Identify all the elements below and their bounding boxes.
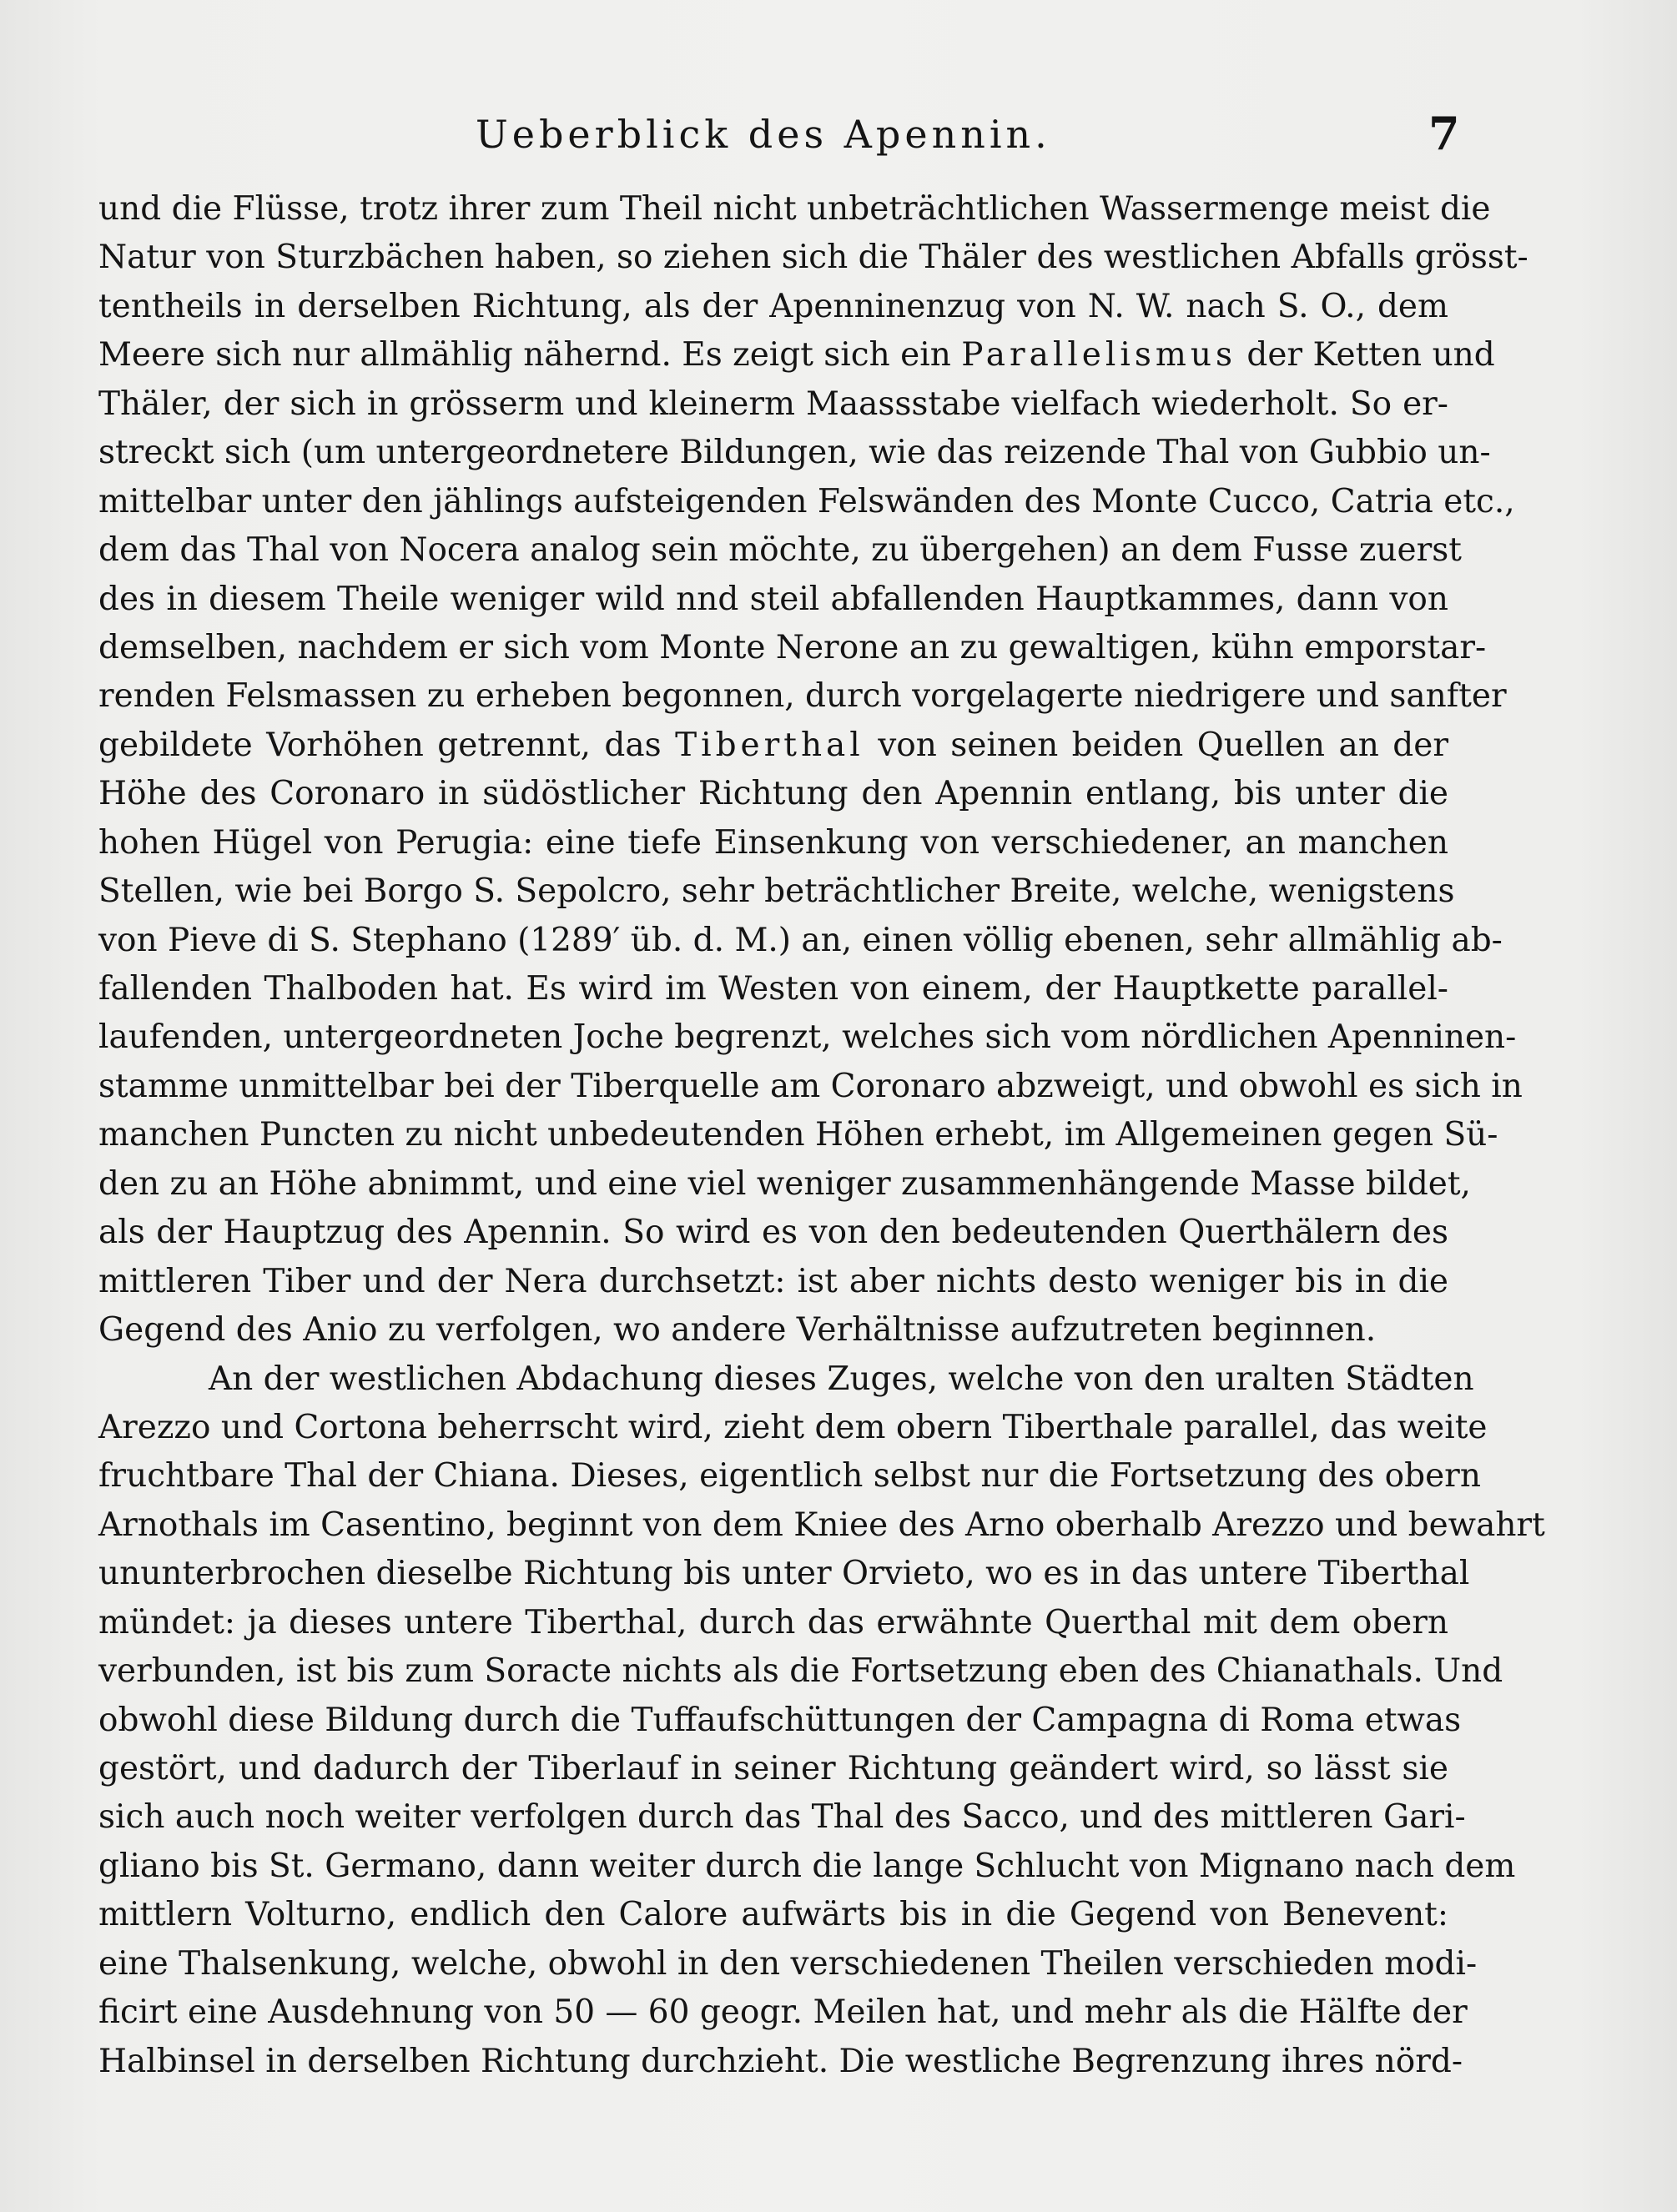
- text-line: gestört, und dadurch der Tiberlauf in seiner Richtung geändert wird, so lässt sie: [98, 1750, 1448, 1787]
- text-line: demselben, nachdem er sich vom Monte Nerone an zu gewaltigen, kühn emporstar-: [98, 628, 1487, 666]
- emphasized-term: Tiberthal: [675, 726, 864, 764]
- text-line: und die Flüsse, trotz ihrer zum Theil nicht unbeträchtlichen Wassermenge meist die: [98, 190, 1491, 228]
- text-line: [98, 721, 1448, 770]
- text-line: An der westlichen Abdachung dieses Zuges, welche von den uralten Städten: [209, 1360, 1474, 1398]
- text-segment: gebildete Vorhöhen getrennt, das: [98, 726, 662, 764]
- text-line: obwohl diese Bildung durch die Tuffaufschüttungen der Campagna di Roma etwas: [98, 1701, 1462, 1739]
- text-line: als der Hauptzug des Apennin. So wird es von den bedeutenden Querthälern des: [98, 1214, 1448, 1252]
- text-line: fallenden Thalboden hat. Es wird im Westen von einem, der Hauptkette parallel-: [98, 970, 1448, 1008]
- text-line: eine Thalsenkung, welche, obwohl in den verschiedenen Theilen verschieden modi-: [98, 1944, 1478, 1983]
- text-line: Arnothals im Casentino, beginnt von dem Kniee des Arno oberhalb Arezzo und bewahrt: [98, 1506, 1545, 1544]
- text-line: von Pieve di S. Stephano (1289′ üb. d. M.) an, einen völlig ebenen, sehr allmählig ab-: [98, 921, 1503, 959]
- text-line: des in diesem Theile weniger wild nnd steil abfallenden Hauptkammes, dann von: [98, 580, 1448, 618]
- text-line: mittlern Volturno, endlich den Calore aufwärts bis in die Gegend von Benevent:: [98, 1896, 1448, 1934]
- text-line: hohen Hügel von Perugia: eine tiefe Einsenkung von verschiedener, an manchen: [98, 823, 1448, 862]
- body-text: [98, 185, 1545, 2086]
- text-line: Stellen, wie bei Borgo S. Sepolcro, sehr beträchtlicher Breite, welche, wenigstens: [98, 872, 1455, 911]
- text-line: Natur von Sturzbächen haben, so ziehen sich die Thäler des westlichen Abfalls grösst-: [98, 239, 1528, 277]
- text-line: mittelbar unter den jählings aufsteigenden Felswänden des Monte Cucco, Catria etc.,: [98, 482, 1515, 520]
- text-line: mittleren Tiber und der Nera durchsetzt: ist aber nichts desto weniger bis in die: [98, 1262, 1448, 1300]
- text-line: dem das Thal von Nocera analog sein möchte, zu übergehen) an dem Fusse zuerst: [98, 531, 1462, 570]
- text-line: Gegend des Anio zu verfolgen, wo andere Verhältnisse aufzutreten beginnen.: [98, 1311, 1377, 1350]
- text-segment: Meere sich nur allmählig nähernd. Es zeigt sich ein: [98, 336, 951, 375]
- running-title: Ueberblick des Apennin.: [476, 112, 1051, 157]
- text-line: Thäler, der sich in grösserm und kleinerm Maassstabe vielfach wiederholt. So er-: [98, 385, 1448, 423]
- text-line: gliano bis St. Germano, dann weiter durch die lange Schlucht von Mignano nach dem: [98, 1847, 1516, 1885]
- text-line: ficirt eine Ausdehnung von 50 — 60 geogr. Meilen hat, und mehr als die Hälfte der: [98, 1993, 1468, 2032]
- running-head: [0, 107, 1677, 167]
- text-line: fruchtbare Thal der Chiana. Dieses, eigentlich selbst nur die Fortsetzung des obern: [98, 1457, 1481, 1496]
- text-line: tentheils in derselben Richtung, als der Apenninenzug von N. W. nach S. O., dem: [98, 287, 1448, 325]
- text-line: laufenden, untergeordneten Joche begrenzt, welches sich vom nördlichen Apenninen-: [98, 1018, 1517, 1057]
- emphasized-term: Parallelismus: [961, 336, 1236, 375]
- text-line: stamme unmittelbar bei der Tiberquelle am Coronaro abzweigt, und obwohl es sich in: [98, 1067, 1523, 1105]
- text-line: Arezzo und Cortona beherrscht wird, zieht dem obern Tiberthale parallel, das weite: [98, 1408, 1488, 1446]
- text-line: renden Felsmassen zu erheben begonnen, durch vorgelagerte niedrigere und sanfter: [98, 677, 1507, 716]
- text-line: manchen Puncten zu nicht unbedeutenden Höhen erhebt, im Allgemeinen gegen Sü-: [98, 1116, 1498, 1154]
- text-line: streckt sich (um untergeordnetere Bildungen, wie das reizende Thal von Gubbio un-: [98, 434, 1491, 472]
- text-line: verbunden, ist bis zum Soracte nichts als die Fortsetzung eben des Chianathals. Und: [98, 1652, 1503, 1691]
- text-line: den zu an Höhe abnimmt, und eine viel weniger zusammenhängende Masse bildet,: [98, 1164, 1471, 1203]
- text-line: ununterbrochen dieselbe Richtung bis unter Orvieto, wo es in das untere Tiberthal: [98, 1555, 1470, 1593]
- text-line: mündet: ja dieses untere Tiberthal, durch das erwähnte Querthal mit dem obern: [98, 1603, 1448, 1641]
- text-line: Höhe des Coronaro in südöstlicher Richtung den Apennin entlang, bis unter die: [98, 775, 1448, 813]
- text-segment: der Ketten und: [1246, 336, 1495, 375]
- page-number: 7: [1428, 107, 1460, 160]
- text-segment: von seinen beiden Quellen an der: [878, 726, 1448, 764]
- text-line: sich auch noch weiter verfolgen durch das Thal des Sacco, und des mittleren Gari-: [98, 1798, 1466, 1837]
- text-line: [98, 331, 1495, 380]
- text-line: Halbinsel in derselben Richtung durchzieht. Die westliche Begrenzung ihres nörd-: [98, 2042, 1463, 2080]
